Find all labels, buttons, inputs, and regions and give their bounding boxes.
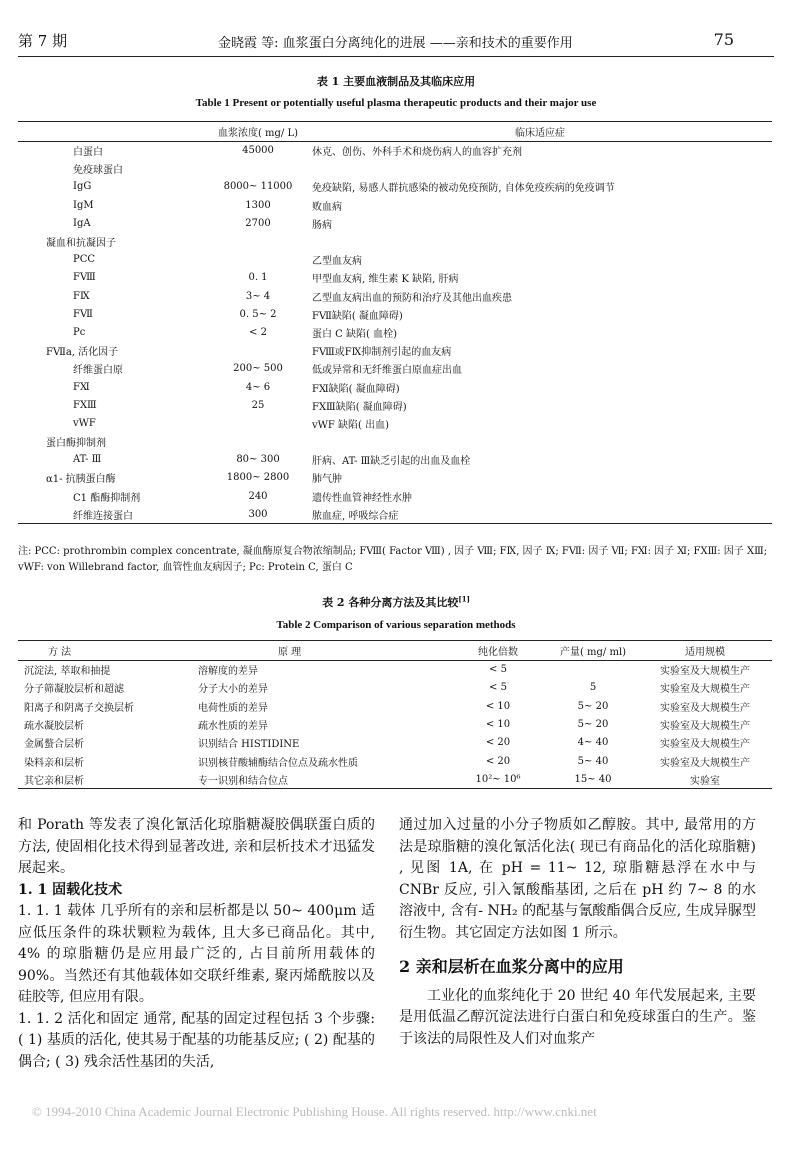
running-title: 金晓霞 等: 血浆蛋白分离纯化的进展 ——亲和技术的重要作用 [218, 36, 573, 51]
body-paragraph: 通过加入过量的小分子物质如乙醇胺。其中, 最常用的方法是琼脂糖的溴化氰活化法( 现已有商品化的活化琼脂糖) , 见图 1A, 在 pH = 11~ 12, 琼脂糖悬浮在水中与 CNBr 反应, 引入氰酸酯基团, 之后在 pH 约 7~ 8 的水溶液中, 含有- NH₂ 的配基与氰酸酯偶合反应, 生成异脲型衍生物。其它固定方法如图 1 所示。 [399, 817, 756, 941]
table1-row [18, 287, 772, 305]
table1-cell-name: vWF [73, 417, 96, 429]
table1-row [18, 160, 772, 178]
table1-cell-name: 纤维蛋白原 [73, 365, 123, 377]
table1-row [18, 323, 772, 341]
table1-cell-conc: 8000~ 11000 [223, 181, 293, 193]
table2-row [18, 715, 772, 733]
table2-caption-text: 表 2 各种分离方法及其比较 [322, 596, 459, 609]
table1-cell-name: Pc [73, 326, 86, 338]
table2-cell-scale: 实验室及大规模生产 [660, 684, 750, 696]
table1-cell-name: 纤维连接蛋白 [73, 510, 133, 522]
table1-cell-name: AT- Ⅲ [73, 454, 102, 466]
right-column [399, 815, 756, 1050]
table1-cell-conc [208, 433, 308, 451]
table1-row [18, 178, 772, 196]
table1-row [18, 378, 772, 396]
table2-cell-yield: 5~ 40 [577, 755, 609, 767]
left-column [18, 815, 375, 1073]
running-header [18, 30, 774, 56]
table2-cell-yield: 4~ 40 [577, 737, 609, 749]
table1-cell-name: 白蛋白 [73, 147, 103, 159]
table1-cell-use: 败血病 [312, 201, 342, 213]
table1-row [18, 451, 772, 469]
table2-cell-principle: 识别结合 HISTIDINE [198, 739, 300, 751]
table2-caption-ref: [1] [458, 594, 470, 604]
body-paragraph: 1. 1. 1 载体 几乎所有的亲和层析都是以 50~ 400μm 适应低压条件的珠状颗粒为载体, 且大多已商品化。其中, 4% 的琼脂糖仍是应用最广泛的, 占目前所用载体的 90%。当然还有其他载体如交联纤维素, 聚丙烯酰胺以及硅胶等, 但应用有限。 [18, 903, 375, 1005]
table1-cell-use [308, 433, 772, 451]
table2-row [18, 752, 772, 770]
table2-header-yield: 产量( mg/ ml) [548, 641, 638, 661]
table2-caption-en: Table 2 Comparison of various separation methods [276, 619, 516, 631]
table1-row [18, 269, 772, 287]
table2-cell-scale: 实验室及大规模生产 [660, 666, 750, 678]
header-rule [18, 56, 774, 57]
table1-cell-name: FⅨ [73, 290, 90, 302]
table1-cell-use: 免疫缺陷, 易感人群抗感染的被动免疫预防, 自体免疫疾病的免疫调节 [312, 183, 615, 195]
table1-cell-name: IgG [73, 181, 92, 193]
table2-row [18, 734, 772, 752]
table1-cell-name: FⅧ [73, 272, 96, 284]
table2-cell-yield [548, 661, 638, 679]
table1-cell-use: 肝病、AT- Ⅲ缺乏引起的出血及血栓 [312, 456, 471, 468]
table1-cell-conc [208, 342, 308, 360]
table1-cell-name: 免疫球蛋白 [73, 165, 123, 177]
table1-cell-use: FⅩⅢ缺陷( 凝血障碍) [312, 401, 407, 413]
table1-cell-conc: 80~ 300 [236, 454, 280, 466]
table1 [18, 121, 772, 524]
table1-header-use: 临床适应症 [308, 122, 772, 142]
table2-cell-principle: 疏水性质的差异 [198, 721, 268, 733]
table1-cell-use: 低或异常和无纤维蛋白原血症出血 [312, 365, 462, 377]
table1-cell-name: PCC [73, 254, 96, 266]
table2-cell-yield: 5~ 20 [577, 700, 609, 712]
table1-cell-use: 乙型血友病出血的预防和治疗及其他出血疾患 [312, 292, 512, 304]
body-paragraph: 1. 1. 2 活化和固定 通常, 配基的固定过程包括 3 个步骤: ( 1) 基质的活化, 使其易于配基的功能基反应; ( 2) 配基的偶合; ( 3) 残余活性基团的失活, [18, 1010, 375, 1070]
table2-cell-fold: < 10 [485, 719, 511, 731]
table1-row [18, 487, 772, 505]
table1-cell-conc: 200~ 500 [233, 363, 283, 375]
table2-row [18, 661, 772, 679]
table1-cell-conc: 300 [248, 508, 268, 520]
table2-cell-method: 阳离子和阴离子交换层析 [24, 702, 134, 714]
table1-cell-conc [208, 251, 308, 269]
table1-cell-conc: 1300 [245, 199, 271, 211]
table2-cell-method: 金属螯合层析 [24, 739, 84, 751]
table1-cell-use: FⅦ缺陷( 凝血障碍) [312, 310, 403, 322]
table1-cell-name: IgA [73, 217, 91, 229]
table1-row [18, 342, 772, 360]
body-paragraph: 工业化的血浆纯化于 20 世纪 40 年代发展起来, 主要是用低温乙醇沉淀法进行白蛋白和免疫球蛋白的生产。鉴于该法的局限性及人们对血浆产 [399, 987, 756, 1047]
body-paragraph: 和 Porath 等发表了溴化氰活化琼脂糖凝胶偶联蛋白质的方法, 使固相化技术得到显著改进, 亲和层析技术才迅猛发展起来。 [18, 817, 375, 876]
table2-header-method: 方 法 [18, 641, 198, 661]
table2-row [18, 770, 772, 788]
table1-cell-conc: 2700 [245, 217, 271, 229]
table1-cell-use [308, 160, 772, 178]
table1-header-row [18, 122, 772, 142]
table1-cell-use: 甲型血友病, 维生素 K 缺陷, 肝病 [312, 274, 459, 286]
table1-cell-name: C1 酯酶抑制剂 [73, 492, 141, 504]
page-number: 75 [713, 30, 734, 49]
table1-row [18, 433, 772, 451]
table1-cell-use: 休克、创伤、外科手术和烧伤病人的血容扩充剂 [312, 147, 522, 159]
table1-cell-use: 蛋白 C 缺陷( 血栓) [312, 328, 397, 340]
table2-cell-yield: 5~ 20 [577, 719, 609, 731]
table1-row [18, 142, 772, 160]
table1-cell-name: FⅪ [73, 381, 90, 393]
table2-cell-fold: < 10 [485, 700, 511, 712]
table2-cell-fold: < 20 [485, 755, 511, 767]
table2-row [18, 679, 772, 697]
table2-cell-principle: 溶解度的差异 [198, 666, 258, 678]
table2-cell-fold: 10²~ 10⁶ [475, 773, 521, 785]
table2-cell-principle: 电荷性质的差异 [198, 702, 268, 714]
table2-cell-scale: 实验室及大规模生产 [660, 702, 750, 714]
table2-cell-principle: 专一识别和结合位点 [198, 775, 288, 787]
table1-cell-conc: 45000 [242, 145, 274, 157]
table1-cell-conc [208, 414, 308, 432]
table1-row [18, 251, 772, 269]
table1-row [18, 360, 772, 378]
table1-cell-conc: 240 [248, 490, 268, 502]
table1-cell-use: 遗传性血管神经性水肿 [312, 492, 412, 504]
section-heading-2: 2 亲和层析在血浆分离中的应用 [399, 957, 624, 976]
table1-caption-en: Table 1 Present or potentially useful plasma therapeutic products and their major use [195, 97, 597, 109]
table1-caption-cn: 表 1 主要血液制品及其临床应用 [316, 75, 476, 88]
table2-cell-scale: 实验室及大规模生产 [660, 757, 750, 769]
table2-header-fold: 纯化倍数 [448, 641, 548, 661]
table1-row [18, 196, 772, 214]
table1-cell-name: 凝血和抗凝因子 [46, 238, 116, 250]
table2-cell-scale: 实验室 [690, 775, 720, 787]
table1-cell-name: FⅩⅢ [73, 399, 97, 411]
table1-cell-name: IgM [73, 199, 94, 211]
table2-header-scale: 适用规模 [638, 641, 772, 661]
table2-cell-principle: 分子大小的差异 [198, 684, 268, 696]
table1-cell-conc [208, 232, 308, 250]
table2-cell-principle: 识别核苷酸辅酶结合位点及疏水性质 [198, 757, 358, 769]
table1-cell-use: 脓血症, 呼吸综合症 [312, 510, 399, 522]
table1-cell-conc: 0. 5~ 2 [239, 308, 277, 320]
table2-cell-yield: 5 [589, 682, 597, 694]
table2-header-row [18, 641, 772, 661]
table1-cell-conc: 1800~ 2800 [226, 472, 290, 484]
table2-cell-method: 沉淀法, 萃取和抽提 [24, 666, 111, 678]
table2-cell-method: 染料亲和层析 [24, 757, 84, 769]
table2-header-principle: 原 理 [198, 641, 448, 661]
section-heading-1-1: 1. 1 固载化技术 [18, 881, 123, 898]
table2-cell-yield: 15~ 40 [574, 773, 612, 785]
table2-cell-method: 其它亲和层析 [24, 775, 84, 787]
table2-cell-fold: < 5 [489, 664, 507, 676]
table2-cell-fold: < 5 [489, 682, 507, 694]
table1-cell-conc: 0. 1 [248, 272, 268, 284]
table1-cell-conc: 4~ 6 [245, 381, 271, 393]
table1-row [18, 232, 772, 250]
table2-cell-fold: < 20 [485, 737, 511, 749]
table2-cell-scale: 实验室及大规模生产 [660, 721, 750, 733]
table1-row [18, 414, 772, 432]
table1-header-name [18, 122, 208, 142]
table1-cell-use: FⅪ缺陷( 凝血障碍) [312, 383, 400, 395]
table1-cell-conc: 25 [251, 399, 265, 411]
table1-row [18, 505, 772, 523]
table1-row [18, 469, 772, 487]
table2-cell-method: 分子筛凝胶层析和超滤 [24, 684, 124, 696]
table2-cell-scale: 实验室及大规模生产 [660, 739, 750, 751]
table1-cell-use: 肺气肿 [312, 474, 342, 486]
table1-cell-conc: 3~ 4 [245, 290, 271, 302]
table2-caption-cn [0, 594, 792, 610]
table1-cell-use: 乙型血友病 [312, 256, 362, 268]
table2-cell-method: 疏水凝胶层析 [24, 721, 84, 733]
table1-row [18, 305, 772, 323]
table1-cell-use: FⅧ或FⅨ抑制剂引起的血友病 [312, 347, 452, 359]
table1-cell-use: vWF 缺陷( 出血) [312, 419, 390, 431]
table1-header-conc: 血浆浓度( mg/ L) [208, 122, 308, 142]
issue-number: 第 7 期 [18, 32, 68, 50]
table1-cell-name: 蛋白酶抑制剂 [46, 438, 106, 450]
table1-cell-conc: < 2 [249, 326, 267, 338]
table1-cell-name: FⅦa, 活化因子 [46, 347, 119, 359]
table1-row [18, 214, 772, 232]
copyright-footer: © 1994-2010 China Academic Journal Electronic Publishing House. All rights reserved. http://www.cnki.net [32, 1104, 597, 1119]
table2 [18, 640, 772, 789]
table1-cell-name: α1- 抗胰蛋白酶 [46, 474, 116, 486]
table1-cell-use: 肠病 [312, 219, 332, 231]
table2-row [18, 697, 772, 715]
table1-row [18, 396, 772, 414]
table1-cell-use [308, 232, 772, 250]
table1-cell-conc [208, 160, 308, 178]
table1-note: 注: PCC: prothrombin complex concentrate, 凝血酶原复合物浓缩制品; FⅧ( Factor Ⅷ) , 因子 Ⅷ; FⅨ, 因子 Ⅸ; FⅦ: 因子 Ⅶ; FⅪ: 因子 Ⅺ; FⅩⅢ: 因子 ⅩⅢ; vWF: von Willebrand factor, 血管性血友病因子; Pc: Protein C, 蛋白 C [18, 546, 768, 573]
table1-cell-name: FⅦ [73, 308, 93, 320]
